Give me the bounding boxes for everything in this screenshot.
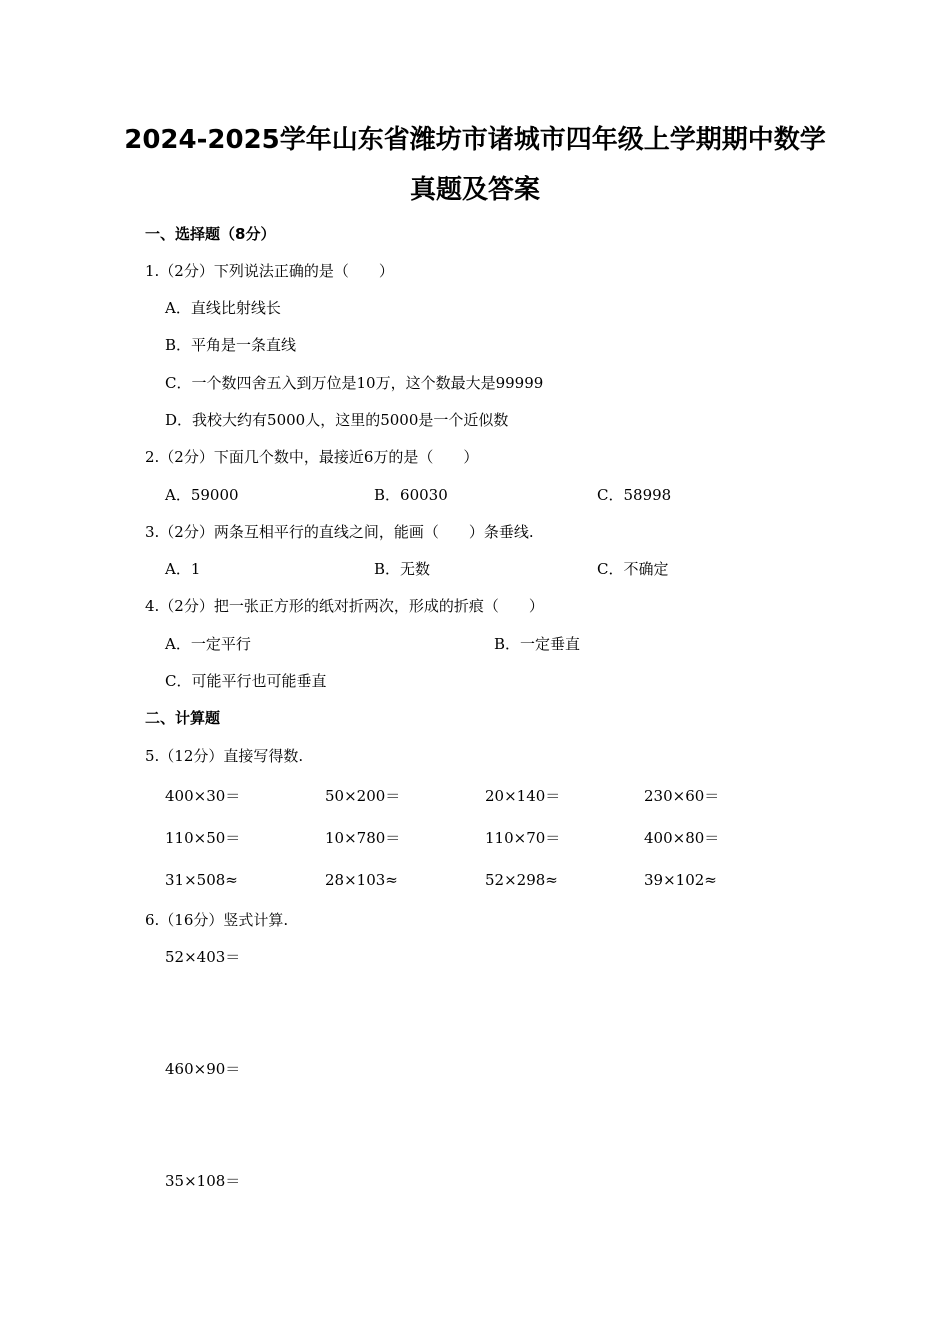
question-1-option-b: B．平角是一条直线 [165, 336, 297, 354]
question-1-option-d: D．我校大约有5000人，这里的5000是一个近似数 [165, 411, 509, 429]
question-3-option-c: C．不确定 [597, 560, 669, 578]
question-4-stem: 4.（2分）把一张正方形的纸对折两次，形成的折痕（ ） [145, 597, 544, 615]
question-2-stem: 2.（2分）下面几个数中，最接近6万的是（ ） [145, 448, 479, 466]
question-1-option-c: C．一个数四舍五入到万位是10万，这个数最大是99999 [165, 374, 544, 392]
question-5-stem: 5.（12分）直接写得数. [145, 747, 304, 765]
section-calculation-title: 二、计算题 [145, 709, 221, 727]
vertical-calc-item: 460×90＝ [165, 1060, 241, 1078]
question-3-option-b: B．无数 [374, 560, 431, 578]
question-4-option-a: A．一定平行 [165, 635, 251, 653]
question-4-option-b: B．一定垂直 [494, 635, 581, 653]
question-1-stem: 1.（2分）下列说法正确的是（ ） [145, 262, 394, 280]
oral-calc-item: 31×508≈ [165, 871, 238, 889]
oral-calc-item: 400×30＝ [165, 787, 241, 805]
oral-calc-item: 28×103≈ [325, 871, 398, 889]
vertical-calc-item: 35×108＝ [165, 1172, 241, 1190]
question-3-stem: 3.（2分）两条互相平行的直线之间，能画（ ）条垂线. [145, 523, 534, 541]
question-2-option-a: A．59000 [165, 486, 239, 504]
question-3-option-a: A．1 [165, 560, 201, 578]
question-1-option-a: A．直线比射线长 [165, 299, 281, 317]
question-2-option-c: C．58998 [597, 486, 672, 504]
oral-calc-item: 10×780＝ [325, 829, 401, 847]
oral-calc-item: 110×70＝ [485, 829, 561, 847]
oral-calc-item: 50×200＝ [325, 787, 401, 805]
document-title-line-1: 2024-2025学年山东省潍坊市诸城市四年级上学期期中数学 [124, 125, 826, 155]
question-6-stem: 6.（16分）竖式计算. [145, 911, 289, 929]
question-4-option-c: C．可能平行也可能垂直 [165, 672, 327, 690]
oral-calc-item: 52×298≈ [485, 871, 558, 889]
oral-calc-item: 39×102≈ [644, 871, 717, 889]
question-2-option-b: B．60030 [374, 486, 448, 504]
oral-calc-item: 230×60＝ [644, 787, 720, 805]
section-multiple-choice-title: 一、选择题（8分） [145, 225, 276, 243]
oral-calc-item: 110×50＝ [165, 829, 241, 847]
oral-calc-item: 400×80＝ [644, 829, 720, 847]
document-title-line-2: 真题及答案 [409, 175, 540, 205]
vertical-calc-item: 52×403＝ [165, 948, 241, 966]
oral-calc-item: 20×140＝ [485, 787, 561, 805]
